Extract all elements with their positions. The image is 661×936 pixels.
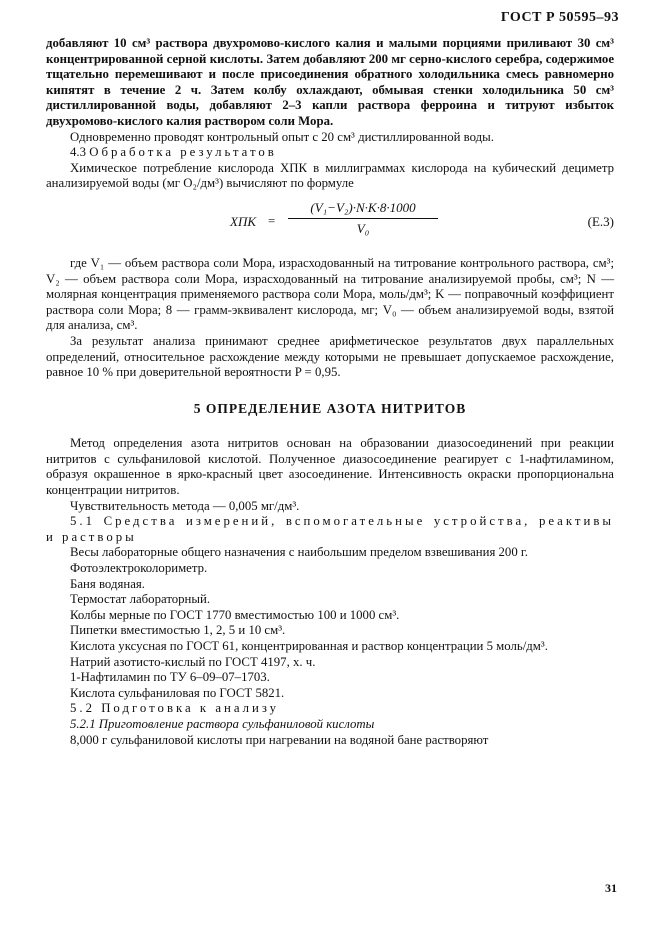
list-item: Колбы мерные по ГОСТ 1770 вместимостью 100 и 1000 см³. [70,607,400,622]
paragraph-procedure: добавляют 10 см³ раствора двухромово-кислого калия и малыми порциями приливают 30 см³ концентрированной серной кислоты. Затем добавляют 200 мг серно-кислого серебра, содержимое тщательно перемешивают и после присоединения обратного холодильника смесь равномерно кипятят в течение 2 ч. Затем колбу охлаждают, обмывая стенки холодильника 50 см³ дистиллированной воды, добавляют 2–3 капли раствора ферроина и титруют избыток двухромово-кислого калия раствором соли Мора. [46,36,614,128]
paragraph-formula-intro: Химическое потребление кислорода ХПК в миллиграммах кислорода на кубический дециметр анализируемой воды (мг O₂/дм³) вычисляют по формуле [46,160,614,191]
document-header: ГОСТ Р 50595–93 [500,10,619,25]
section-5-1-heading: 5.1 Средства измерений, вспомогательные устройства, реактивы и растворы [46,514,614,544]
document-body [46,36,614,748]
section-5-2-1-heading: 5.2.1 Приготовление раствора сульфаниловой кислоты [70,716,375,731]
list-item: Кислота сульфаниловая по ГОСТ 5821. [70,685,285,700]
formula-denominator: V₀ [356,220,370,236]
page-number: 31 [605,881,617,895]
list-item: Пипетки вместимостью 1, 2, 5 и 10 см³. [70,623,286,638]
formula-fraction [288,200,438,236]
section-5-2-heading: 5.2 Подготовка к анализу [70,701,280,716]
formula-tag: (Е.3) [587,213,614,229]
section-4-3-number: 4.3 [70,145,86,160]
paragraph-method: Метод определения азота нитритов основан на образовании диазосоединений при реакции нитритов с сульфаниловой кислотой. Полученное диазосоединение реагирует с 1-нафтиламином, образуя окрашенное в ярко-красный цвет азосоединение. Интенсивность окраски пропорциональна концентрации нитритов. [46,436,614,498]
section-4-3-heading [46,145,614,161]
paragraph-variables: где V₁ — объем раствора соли Мора, израсходованный на титрование контрольного раствора, см³; V₂ — объем раствора соли Мора, израсходованный на титрование анализируемой пробы, см³; N — молярная концентрация применяемого раствора соли Мора, моль/дм³; K — поправочный коэффициент раствора соли Мора; 8 — грамм-эквивалент кислорода, мг; V₀ — объем анализируемой воды, взятой для анализа, см³. [46,255,614,333]
list-item: Кислота уксусная по ГОСТ 61, концентрированная и раствор концентрации 5 моль/дм³. [70,639,548,653]
paragraph-sensitivity: Чувствительность метода — 0,005 мг/дм³. [70,498,300,513]
paragraph-result: За результат анализа принимают среднее арифметическое результатов двух параллельных определений, относительное расхождение между которыми не превышает допускаемое расхождение, равное 10 % при доверительной вероятности P = 0,95. [46,333,614,380]
section-5-title: 5 ОПРЕДЕЛЕНИЕ АЗОТА НИТРИТОВ [193,400,467,416]
list-item: Баня водяная. [70,576,145,591]
formula-lhs: ХПК [230,213,256,229]
list-item: Фотоэлектроколориметр. [70,561,208,576]
section-4-3-title: Обработка результатов [89,145,277,160]
list-item: Весы лабораторные общего назначения с наибольшим пределом взвешивания 200 г. [70,545,528,560]
formula-e3 [46,200,614,246]
paragraph-control: Одновременно проводят контрольный опыт с 20 см³ дистиллированной воды. [70,129,494,144]
list-item: 1-Нафтиламин по ТУ 6–09–07–1703. [70,670,270,685]
formula-numerator: (V₁−V₂)·N·K·8·1000 [288,200,438,219]
formula-equals: = [268,213,276,228]
paragraph-preparation: 8,000 г сульфаниловой кислоты при нагревании на водяной бане растворяют [70,732,489,747]
list-item: Термостат лабораторный. [70,592,211,607]
list-item: Натрий азотисто-кислый по ГОСТ 4197, х. ч. [70,654,316,669]
